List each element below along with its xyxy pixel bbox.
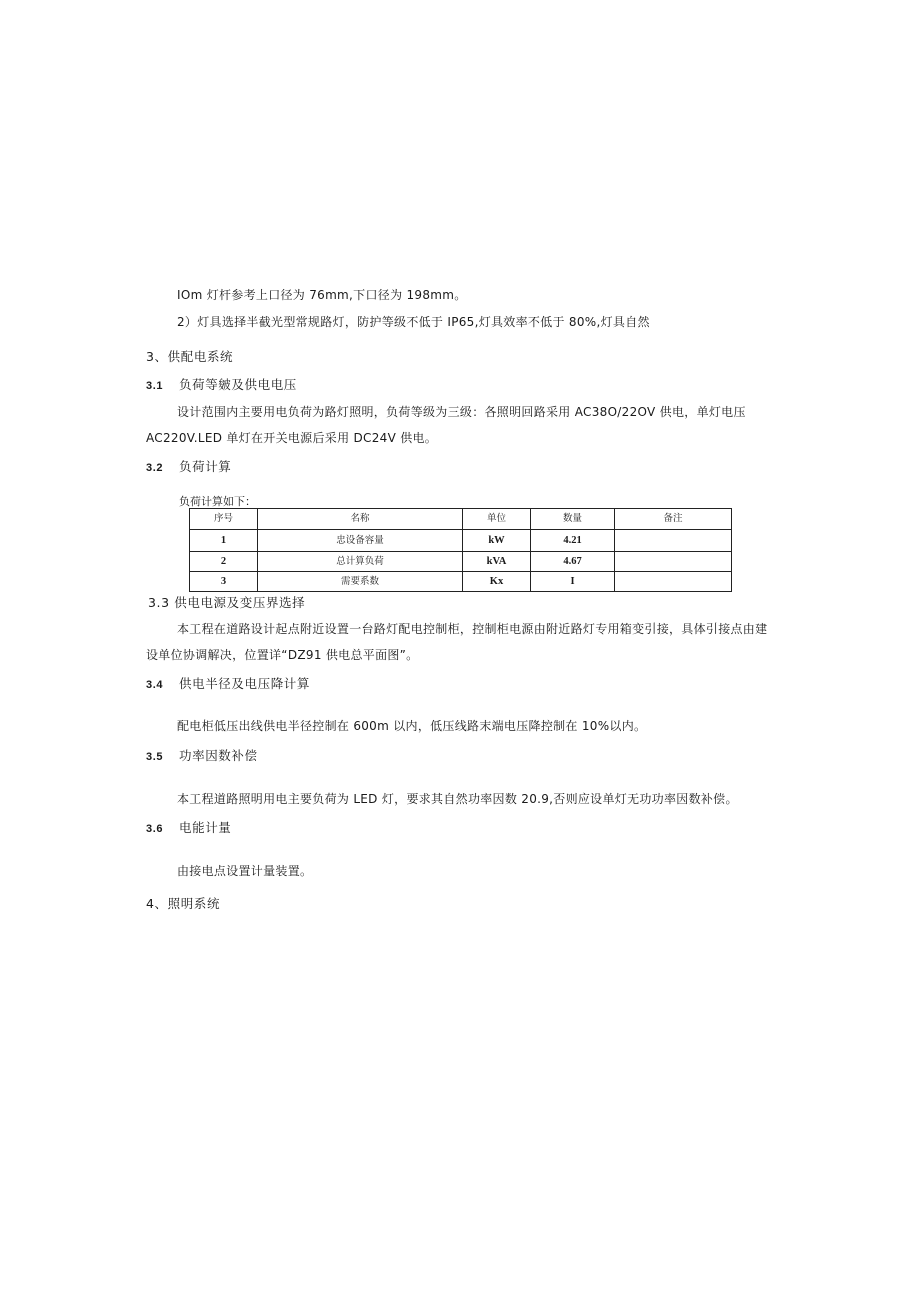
section-number: 3.6 [146,823,164,835]
header-cell: 备注 [615,509,732,530]
section-title: 负荷等皴及供电电压 [179,377,297,392]
section-3-1-body-line2: AC220V.LED 单灯在开关电源后采用 DC24V 供电。 [146,431,438,445]
table-cell [615,552,732,572]
header-cell: 序号 [190,509,258,530]
table-cell: 4.67 [531,552,615,572]
section-3-5-heading [146,748,258,765]
section-3-2-heading [146,459,231,476]
table-cell: 3 [190,572,258,592]
section-3-4-heading [146,676,310,693]
section-3-6-heading [146,820,231,837]
table-cell: I [531,572,615,592]
table-cell: kW [463,530,531,552]
section-3-1-body-line1: 设计范围内主要用电负荷为路灯照明，负荷等级为三级：各照明回路采用 AC38O/22OV 供电，单灯电压 [177,405,746,419]
table-cell [615,530,732,552]
header-cell: 数量 [531,509,615,530]
section-number: 3.4 [146,679,164,691]
table-cell: 需要系数 [258,572,463,592]
section-number: 3.1 [146,380,164,392]
table-cell: 1 [190,530,258,552]
table-cell: 2 [190,552,258,572]
table-cell: Kx [463,572,531,592]
section-3-1-heading [146,377,297,394]
table-cell: 4.21 [531,530,615,552]
table-header-row [190,509,732,530]
table-cell: kVA [463,552,531,572]
section-3-4-body: 配电柜低压出线供电半径控制在 600m 以内，低压线路末端电压降控制在 10%以内。 [177,719,647,733]
header-cell: 名称 [258,509,463,530]
table-caption: 负荷计算如下： [179,495,256,508]
section-3-6-body: 由接电点设置计量装置。 [177,864,313,878]
section-number: 3.2 [146,462,164,474]
load-calculation-table [189,508,732,592]
table-cell: 忠设备容量 [258,530,463,552]
header-cell: 单位 [463,509,531,530]
table-cell: 总计算负荷 [258,552,463,572]
section-title: 负荷计算 [179,459,232,474]
section-3-3-body-line2: 设单位协调解决，位置详“DZ91 供电总平面图”。 [146,648,419,662]
section-3-5-body: 本工程道路照明用电主要负荷为 LED 灯，要求其自然功率因数 20.9,否则应设单灯无功功率因数补偿。 [177,792,738,806]
section-title: 供电半径及电压降计算 [179,676,311,691]
section-3-3-body-line1: 本工程在道路设计起点附近设置一台路灯配电控制柜，控制柜电源由附近路灯专用箱变引接，具体引接点由建 [177,622,768,636]
section-number: 3.5 [146,751,164,763]
table-row [190,572,732,592]
table-row [190,530,732,552]
section-3-heading: 3、供配电系统 [146,349,234,364]
table-row [190,552,732,572]
section-title: 功率因数补偿 [179,748,258,763]
paragraph-lamp-pole: IOm 灯杆参考上口径为 76mm,下口径为 198mm。 [177,288,467,302]
section-4-heading: 4、照明系统 [146,896,221,911]
table-cell [615,572,732,592]
section-3-3-heading: 3.3 供电电源及变压界选择 [148,595,306,610]
section-title: 电能计量 [179,820,232,835]
paragraph-luminaire: 2）灯具选择半截光型常规路灯，防护等级不低于 IP65,灯具效率不低于 80%,灯具自然 [177,315,650,329]
